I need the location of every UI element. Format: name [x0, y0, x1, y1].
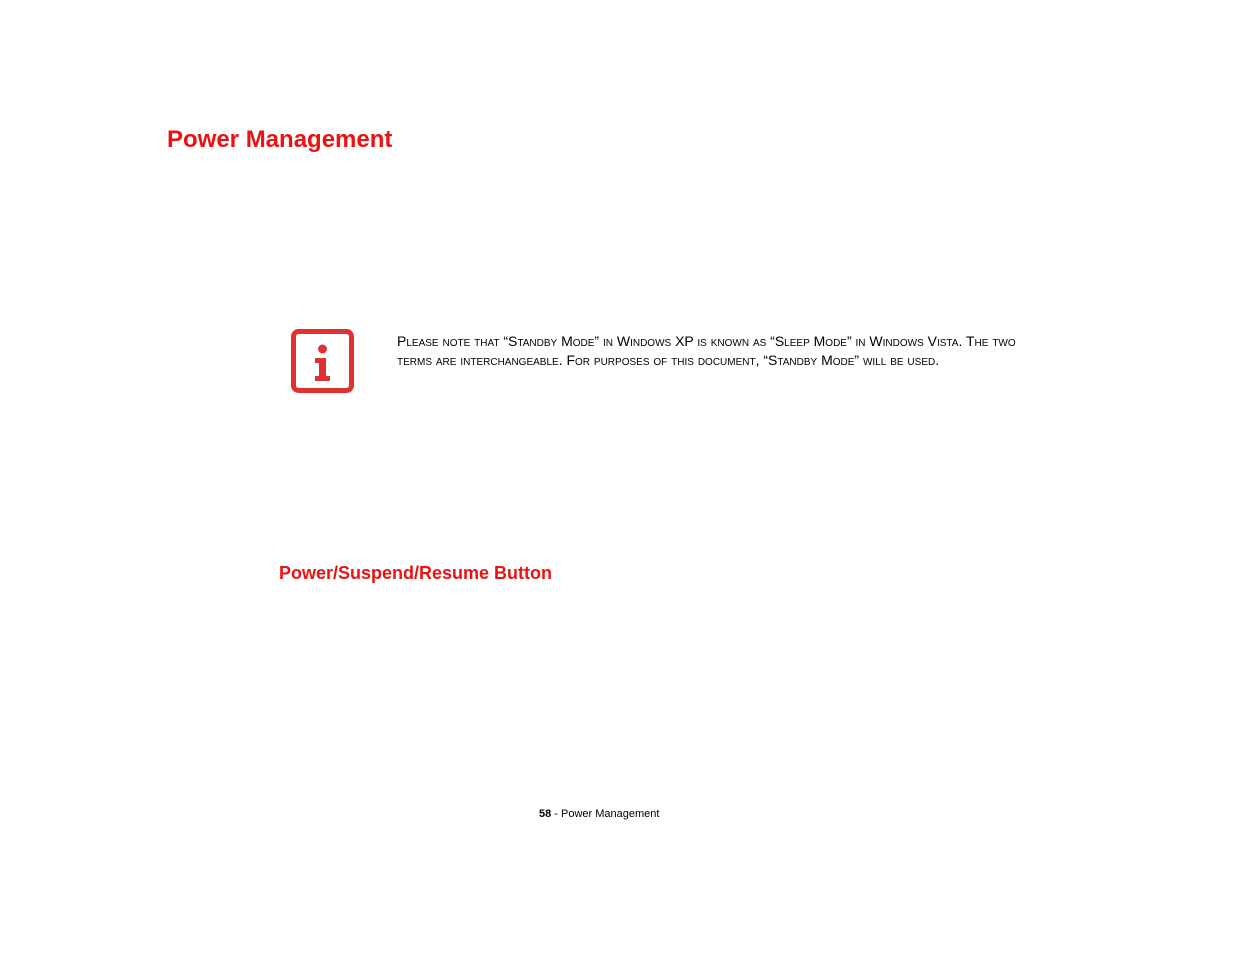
footer-section: Power Management [561, 808, 660, 820]
footer-separator: - [551, 808, 562, 820]
section-heading: Power/Suspend/Resume Button [279, 563, 553, 583]
page-title: Power Management [167, 126, 393, 153]
page-number: 58 [539, 808, 552, 820]
info-icon [291, 329, 354, 393]
note-text: Please note that “Standby Mode” in Windows XP is known as “Sleep Mode” in Windows Vista. The two terms are interchangeable. For purposes of this document, “Standby Mode” will be used. [397, 333, 1016, 368]
page-footer [539, 806, 659, 822]
info-icon-graphic [291, 329, 354, 393]
